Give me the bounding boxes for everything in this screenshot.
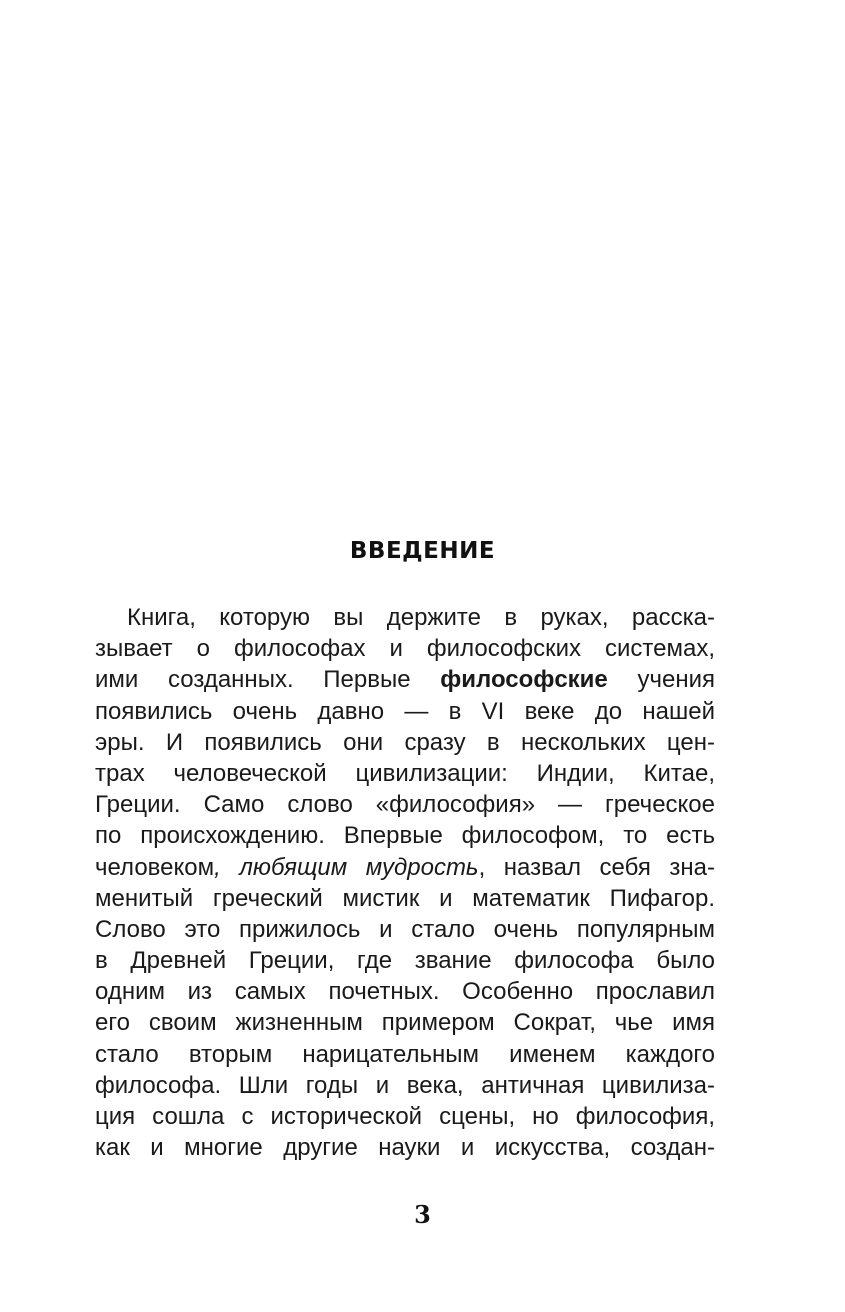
text-line: [95, 1007, 715, 1038]
chapter-heading: ВВЕДЕНИЕ: [349, 538, 496, 564]
text-segment: , назвал себя зна-: [478, 853, 716, 881]
text-segment: учения: [607, 666, 715, 694]
text-line: [95, 883, 715, 914]
text-line: [95, 602, 715, 633]
text-segment: Греции. Само слово «философия» — греческое: [95, 791, 715, 819]
text-line: [95, 633, 715, 664]
text-segment: в Древней Греции, где звание философа было: [95, 947, 715, 975]
text-line: [95, 664, 715, 695]
text-segment: его своим жизненным примером Сократ, чье имя: [95, 1009, 715, 1037]
text-segment: появились очень давно — в VI веке до нашей: [95, 697, 715, 725]
text-line: [95, 1039, 715, 1070]
text-segment: философа. Шли годы и века, античная цивилиза-: [95, 1071, 715, 1099]
text-line: [95, 945, 715, 976]
text-line: [95, 727, 715, 758]
text-line: [95, 976, 715, 1007]
text-line: [95, 696, 715, 727]
text-line: [95, 1132, 715, 1163]
text-segment: как и многие другие науки и искусства, создан-: [95, 1134, 715, 1162]
text-line: [95, 758, 715, 789]
text-segment: менитый греческий мистик и математик Пифагор.: [95, 884, 715, 912]
text-line: [95, 820, 715, 851]
text-segment: ими созданных. Первые: [95, 666, 441, 694]
text-segment: стало вторым нарицательным именем каждого: [95, 1040, 715, 1068]
text-line: [95, 1101, 715, 1132]
text-segment: ция сошла с исторической сцены, но философия,: [95, 1103, 715, 1130]
page-number: 3: [414, 1200, 431, 1229]
text-line: [95, 852, 715, 883]
text-segment: трах человеческой цивилизации: Индии, Китае,: [95, 759, 715, 787]
bold-term: философские: [440, 666, 608, 694]
text-line: [95, 914, 715, 945]
text-line: [95, 789, 715, 820]
italic-phrase: , любящим мудрость: [214, 853, 479, 881]
text-segment: эры. И появились они сразу в нескольких цен-: [95, 728, 715, 756]
text-segment: зывает о философах и философских системах,: [95, 635, 715, 663]
text-line: [95, 1070, 715, 1101]
text-segment: человеком: [95, 853, 215, 881]
text-segment: по происхождению. Впервые философом, то есть: [95, 822, 715, 850]
text-segment: одним из самых почетных. Особенно прославил: [95, 978, 715, 1006]
text-segment: Книга, которую вы держите в руках, расска-: [127, 604, 715, 631]
text-segment: Слово это прижилось и стало очень популярным: [95, 915, 715, 943]
body-paragraph: [95, 602, 715, 1163]
